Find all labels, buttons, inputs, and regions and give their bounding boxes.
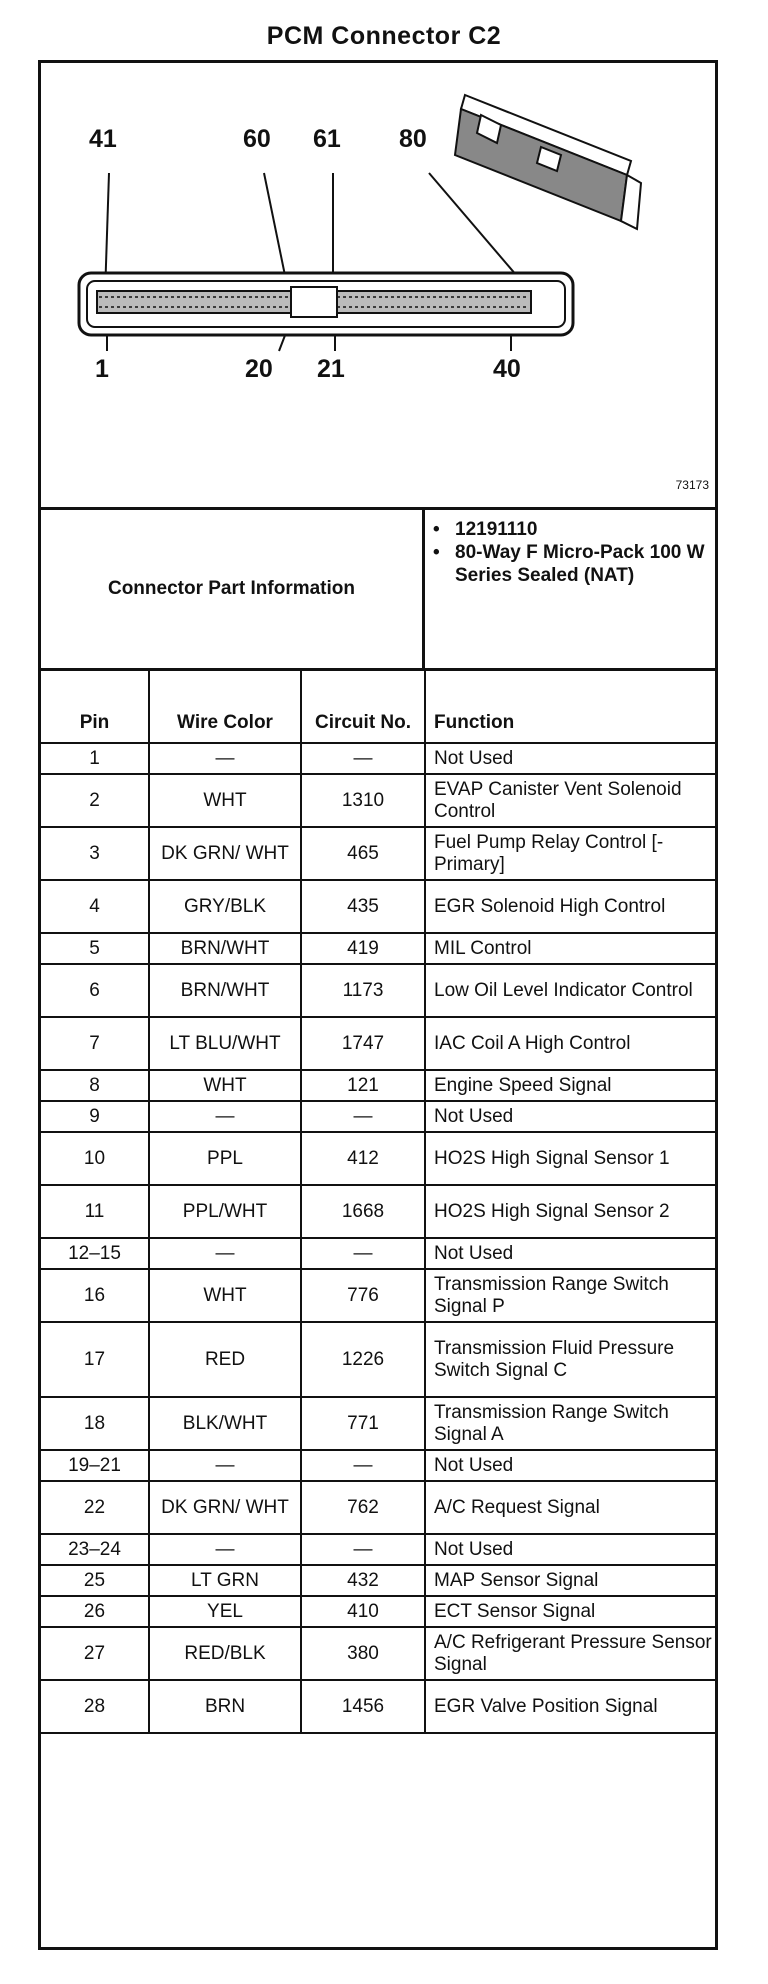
wire-color-cell: RED/BLK [149,1627,301,1680]
function-cell: Engine Speed Signal [425,1070,715,1101]
circuit-cell: 380 [301,1627,425,1680]
circuit-cell: — [301,1450,425,1481]
wire-color-cell: — [149,1450,301,1481]
wire-color-cell: BRN/WHT [149,933,301,964]
table-row [41,1481,715,1534]
circuit-cell: 1456 [301,1680,425,1733]
table-row [41,1450,715,1481]
function-cell: ECT Sensor Signal [425,1596,715,1627]
pin-table [41,668,715,1734]
part-info-section [41,510,715,671]
table-row [41,1185,715,1238]
wire-color-cell: RED [149,1322,301,1397]
function-cell: Transmission Range Switch Signal A [425,1397,715,1450]
circuit-cell: 412 [301,1132,425,1185]
pin-label-21: 21 [317,355,345,383]
wire-color-cell: PPL/WHT [149,1185,301,1238]
table-row [41,1596,715,1627]
pin-cell: 28 [41,1680,149,1733]
wire-color-cell: BRN/WHT [149,964,301,1017]
table-row [41,933,715,964]
pin-label-20: 20 [245,355,273,383]
table-row [41,1534,715,1565]
function-cell: Not Used [425,1450,715,1481]
pin-label-1: 1 [95,355,109,383]
pin-cell: 17 [41,1322,149,1397]
wire-color-cell: — [149,1101,301,1132]
wire-color-cell: WHT [149,1269,301,1322]
function-cell: Transmission Fluid Pressure Switch Signal C [425,1322,715,1397]
bullet-icon: • [433,519,440,540]
part-info-item [433,541,713,587]
wire-color-cell: — [149,743,301,774]
circuit-cell: — [301,1101,425,1132]
table-row [41,1101,715,1132]
connector-diagram [41,63,715,510]
table-row [41,1680,715,1733]
pin-cell: 9 [41,1101,149,1132]
wire-color-cell: — [149,1238,301,1269]
pin-cell: 12–15 [41,1238,149,1269]
circuit-cell: 419 [301,933,425,964]
table-row [41,827,715,880]
pin-cell: 19–21 [41,1450,149,1481]
pin-cell: 27 [41,1627,149,1680]
header-circuit-no: Circuit No. [301,668,425,743]
function-cell: Not Used [425,1101,715,1132]
circuit-cell: 410 [301,1596,425,1627]
pin-cell: 10 [41,1132,149,1185]
pin-cell: 26 [41,1596,149,1627]
table-row [41,1565,715,1596]
pin-cell: 8 [41,1070,149,1101]
circuit-cell: 121 [301,1070,425,1101]
circuit-cell: 1747 [301,1017,425,1070]
pin-label-61: 61 [313,125,341,153]
function-cell: MIL Control [425,933,715,964]
wire-color-cell: DK GRN/ WHT [149,827,301,880]
pin-label-40: 40 [493,355,521,383]
function-cell: A/C Request Signal [425,1481,715,1534]
connector-frame [38,60,718,1950]
table-row [41,1322,715,1397]
figure-id: 73173 [675,478,709,492]
wire-color-cell: GRY/BLK [149,880,301,933]
pin-cell: 1 [41,743,149,774]
part-description: 80-Way F Micro-Pack 100 W Series Sealed (NAT) [455,542,705,586]
table-row [41,964,715,1017]
part-info-item [433,518,713,541]
table-row [41,1017,715,1070]
circuit-cell: 776 [301,1269,425,1322]
table-row [41,1238,715,1269]
wire-color-cell: WHT [149,774,301,827]
circuit-cell: 435 [301,880,425,933]
pin-cell: 11 [41,1185,149,1238]
pin-label-41: 41 [89,125,117,153]
table-header-row [41,668,715,743]
wire-color-cell: PPL [149,1132,301,1185]
pin-cell: 6 [41,964,149,1017]
pin-cell: 2 [41,774,149,827]
bullet-icon: • [433,542,440,563]
function-cell: MAP Sensor Signal [425,1565,715,1596]
page-title: PCM Connector C2 [266,22,502,50]
wire-color-cell: DK GRN/ WHT [149,1481,301,1534]
circuit-cell: 1226 [301,1322,425,1397]
header-wire-color: Wire Color [149,668,301,743]
circuit-cell: — [301,1534,425,1565]
table-row [41,1397,715,1450]
function-cell: Not Used [425,1238,715,1269]
pin-cell: 25 [41,1565,149,1596]
table-row [41,774,715,827]
wire-color-cell: BLK/WHT [149,1397,301,1450]
connector-drawing [41,63,715,507]
circuit-cell: — [301,743,425,774]
function-cell: IAC Coil A High Control [425,1017,715,1070]
function-cell: Low Oil Level Indicator Control [425,964,715,1017]
circuit-cell: 762 [301,1481,425,1534]
table-row [41,1132,715,1185]
function-cell: Transmission Range Switch Signal P [425,1269,715,1322]
pin-cell: 5 [41,933,149,964]
pin-cell: 22 [41,1481,149,1534]
pin-cell: 18 [41,1397,149,1450]
function-cell: HO2S High Signal Sensor 2 [425,1185,715,1238]
function-cell: Not Used [425,743,715,774]
circuit-cell: 465 [301,827,425,880]
pin-cell: 7 [41,1017,149,1070]
pin-cell: 3 [41,827,149,880]
part-number: 12191110 [455,519,538,540]
pin-cell: 4 [41,880,149,933]
wire-color-cell: — [149,1534,301,1565]
circuit-cell: 1310 [301,774,425,827]
wire-color-cell: YEL [149,1596,301,1627]
function-cell: EGR Solenoid High Control [425,880,715,933]
function-cell: EGR Valve Position Signal [425,1680,715,1733]
table-row [41,1269,715,1322]
pin-cell: 23–24 [41,1534,149,1565]
wire-color-cell: LT BLU/WHT [149,1017,301,1070]
header-pin: Pin [41,668,149,743]
table-row [41,743,715,774]
part-info-list [433,518,713,587]
pin-label-80: 80 [399,125,427,153]
wire-color-cell: WHT [149,1070,301,1101]
wire-color-cell: LT GRN [149,1565,301,1596]
function-cell: Fuel Pump Relay Control [- Primary] [425,827,715,880]
pin-cell: 16 [41,1269,149,1322]
function-cell: EVAP Canister Vent Solenoid Control [425,774,715,827]
circuit-cell: 432 [301,1565,425,1596]
wire-color-cell: BRN [149,1680,301,1733]
circuit-cell: 771 [301,1397,425,1450]
function-cell: HO2S High Signal Sensor 1 [425,1132,715,1185]
circuit-cell: 1173 [301,964,425,1017]
pin-label-60: 60 [243,125,271,153]
header-function: Function [425,668,715,743]
function-cell: Not Used [425,1534,715,1565]
circuit-cell: 1668 [301,1185,425,1238]
table-row [41,1627,715,1680]
table-row [41,880,715,933]
circuit-cell: — [301,1238,425,1269]
part-info-label: Connector Part Information [41,510,425,668]
function-cell: A/C Refrigerant Pressure Sensor Signal [425,1627,715,1680]
table-row [41,1070,715,1101]
